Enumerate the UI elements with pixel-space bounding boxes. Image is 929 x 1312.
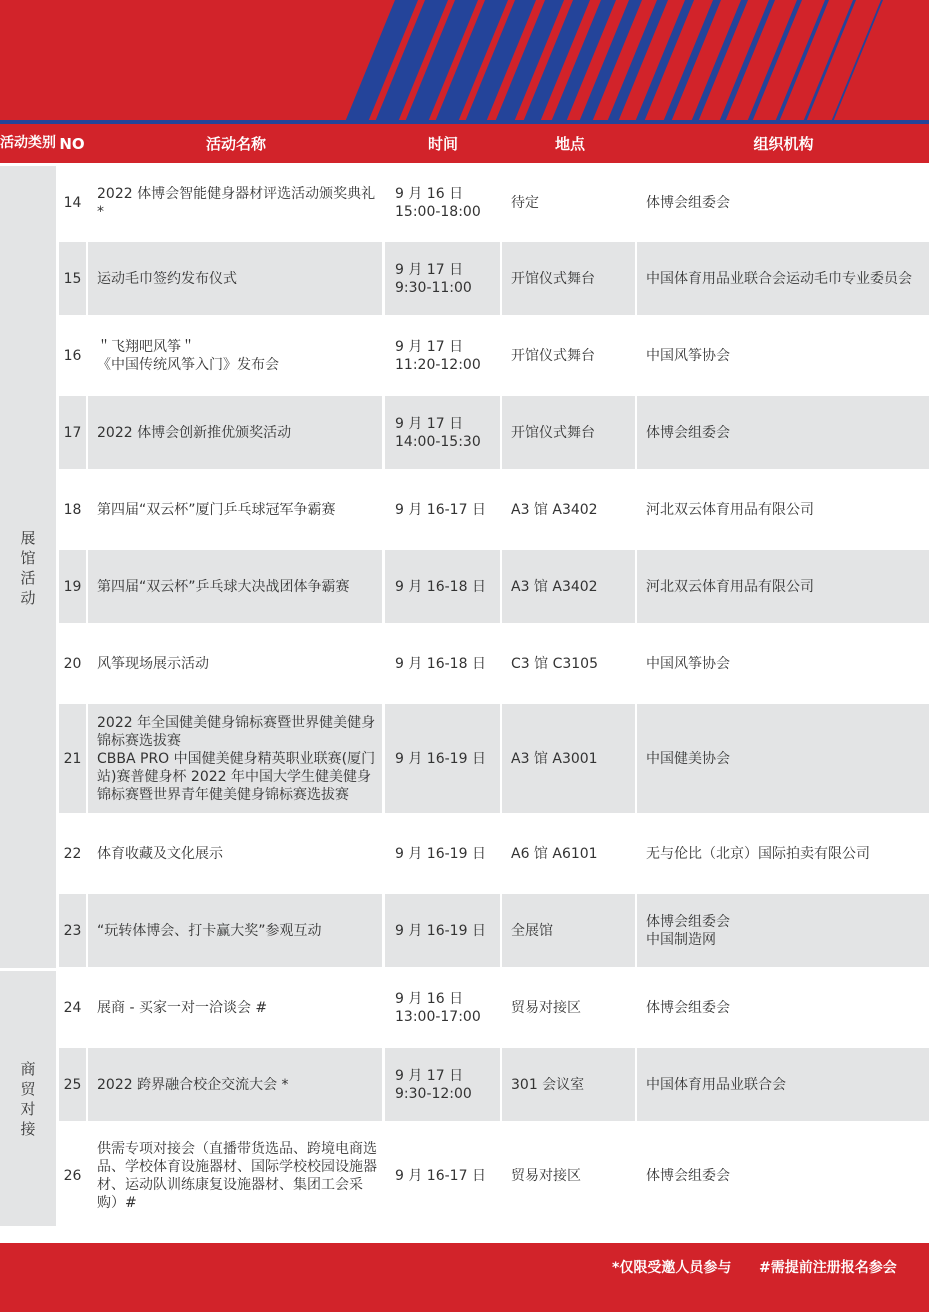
activity-org: 体博会组委会	[646, 999, 730, 1016]
row-number: 14	[63, 194, 82, 211]
activity-time: 9 月 16-19 日	[395, 922, 486, 939]
activity-name-cell	[88, 1125, 382, 1226]
activity-name-cell	[88, 396, 382, 469]
activity-place-cell	[502, 894, 635, 967]
row-number-cell	[59, 1125, 86, 1226]
row-number-cell	[59, 396, 86, 469]
activity-org-cell	[637, 1048, 929, 1121]
activity-time-cell	[385, 550, 500, 623]
activity-org: 中国健美协会	[646, 750, 730, 767]
activity-name-cell	[88, 817, 382, 890]
activity-name: 2022 体博会创新推优颁奖活动	[97, 424, 292, 441]
activity-time: 9 月 16-17 日	[395, 501, 486, 518]
activity-time: 9 月 16-17 日	[395, 1167, 486, 1184]
activity-org: 中国风筝协会	[646, 347, 730, 364]
row-number: 15	[63, 270, 82, 287]
row-number-cell	[59, 319, 86, 392]
activity-place: C3 馆 C3105	[511, 655, 598, 672]
row-number-cell	[59, 817, 86, 890]
activity-time-cell	[385, 166, 500, 239]
row-number-cell	[59, 242, 86, 315]
activity-org-cell	[637, 166, 929, 239]
activity-name: 第四届“双云杯”乒乓球大决战团体争霸赛	[97, 578, 350, 595]
activity-name-cell	[88, 319, 382, 392]
activity-name: 第四届“双云杯”厦门乒乓球冠军争霸赛	[97, 501, 336, 518]
activity-time-cell	[385, 473, 500, 546]
activity-place: 301 会议室	[511, 1076, 585, 1093]
activity-name: 2022 年全国健美健身锦标赛暨世界健美健身锦标赛选拔赛	[97, 714, 376, 749]
activity-name-cell	[88, 1048, 382, 1121]
activity-org: 中国体育用品业联合会	[646, 1076, 786, 1093]
activity-time-cell	[385, 1048, 500, 1121]
table-row	[59, 971, 929, 1044]
activity-org: 中国制造网	[646, 931, 716, 948]
activity-place-cell	[502, 550, 635, 623]
table-row	[59, 704, 929, 813]
activity-org-cell	[637, 704, 929, 813]
row-number: 19	[63, 578, 82, 595]
activity-place: 贸易对接区	[511, 999, 581, 1016]
activity-time-cell	[385, 1125, 500, 1226]
activity-time: 9 月 16 日	[395, 990, 464, 1007]
activity-org: 体博会组委会	[646, 194, 730, 211]
category-label: 商贸对接	[20, 1059, 36, 1138]
activity-name: 展商 - 买家一对一洽谈会 #	[97, 999, 268, 1016]
diagonal-stripes-graphic	[0, 0, 929, 122]
category-label: 展馆活动	[20, 528, 36, 607]
activity-name: 体育收藏及文化展示	[97, 845, 223, 862]
row-number: 22	[63, 845, 82, 862]
activity-name: 供需专项对接会（直播带货选品、跨境电商选品、学校体育设施器材、国际学校校园设施器材、运动队训练康复设施器材、集团工会采购）#	[97, 1140, 377, 1211]
header-time: 时间	[427, 135, 458, 153]
activity-time-cell	[385, 319, 500, 392]
row-number-cell	[59, 704, 86, 813]
activity-time-cell	[385, 817, 500, 890]
activity-org-cell	[637, 894, 929, 967]
activity-time-cell	[385, 242, 500, 315]
activity-time-cell	[385, 971, 500, 1044]
activity-org-cell	[637, 242, 929, 315]
row-number-cell	[59, 166, 86, 239]
activity-time: 9 月 16-19 日	[395, 750, 486, 767]
activity-time: 13:00-17:00	[395, 1008, 481, 1025]
activity-time-cell	[385, 627, 500, 700]
activity-name: “玩转体博会、打卡赢大奖”参观互动	[97, 922, 322, 939]
activity-name-cell	[88, 704, 382, 813]
table-row	[59, 894, 929, 967]
activity-time: 9 月 17 日	[395, 1067, 464, 1084]
activity-time: 9 月 16 日	[395, 185, 464, 202]
activity-time-cell	[385, 894, 500, 967]
header-name: 活动名称	[205, 135, 266, 153]
table-row	[59, 1125, 929, 1226]
activity-place-cell	[502, 166, 635, 239]
activity-org-cell	[637, 396, 929, 469]
row-number: 24	[63, 999, 82, 1016]
row-number-cell	[59, 971, 86, 1044]
activity-org-cell	[637, 473, 929, 546]
activity-time: 9 月 17 日	[395, 338, 464, 355]
activity-place: 贸易对接区	[511, 1167, 581, 1184]
table-row	[59, 473, 929, 546]
row-number: 16	[63, 347, 82, 364]
activity-place-cell	[502, 1125, 635, 1226]
activity-name: 运动毛巾签约发布仪式	[97, 270, 237, 287]
activity-name-cell	[88, 242, 382, 315]
activity-time-cell	[385, 704, 500, 813]
table-row	[59, 166, 929, 239]
activity-time: 9 月 16-18 日	[395, 655, 486, 672]
activity-name: 2022 体博会智能健身器材评选活动颁奖典礼 *	[97, 185, 376, 220]
activity-org: 体博会组委会	[646, 1167, 730, 1184]
activity-name-cell	[88, 627, 382, 700]
activity-time: 15:00-18:00	[395, 203, 481, 220]
activity-place-cell	[502, 704, 635, 813]
activity-org: 河北双云体育用品有限公司	[646, 578, 814, 595]
activity-place: A6 馆 A6101	[511, 845, 598, 862]
category-trade	[0, 971, 56, 1226]
header-org: 组织机构	[753, 135, 814, 153]
footer-note-invite: *仅限受邀人员参与	[612, 1260, 732, 1276]
activity-name-cell	[88, 894, 382, 967]
row-number-cell	[59, 473, 86, 546]
activity-name: 《中国传统风筝入门》发布会	[97, 356, 279, 373]
activity-name: CBBA PRO 中国健美健身精英职业联赛(厦门站)赛普健身杯 2022 年中国大学生健美健身锦标赛暨世界青年健美健身锦标赛选拔赛	[97, 750, 376, 803]
activity-place-cell	[502, 1048, 635, 1121]
activity-time: 11:20-12:00	[395, 356, 481, 373]
activity-name-cell	[88, 550, 382, 623]
table-row	[59, 1048, 929, 1121]
header-category: 活动类别	[0, 135, 56, 151]
table-row	[59, 319, 929, 392]
activity-time: 9 月 17 日	[395, 415, 464, 432]
activity-name-cell	[88, 166, 382, 239]
activity-time: 9:30-11:00	[395, 279, 472, 296]
activity-place: 全展馆	[511, 922, 553, 939]
activity-name: ＂飞翔吧风筝＂	[97, 338, 195, 355]
activity-org-cell	[637, 817, 929, 890]
activity-place: 待定	[511, 194, 539, 211]
header-place: 地点	[554, 135, 585, 153]
table-row	[59, 627, 929, 700]
activity-place-cell	[502, 319, 635, 392]
activity-org: 无与伦比（北京）国际拍卖有限公司	[646, 845, 870, 862]
activity-org: 中国体育用品业联合会运动毛巾专业委员会	[646, 270, 912, 287]
activity-place-cell	[502, 971, 635, 1044]
row-number-cell	[59, 627, 86, 700]
row-number: 18	[63, 501, 82, 518]
activity-place-cell	[502, 396, 635, 469]
row-number: 25	[63, 1076, 82, 1093]
activity-org-cell	[637, 550, 929, 623]
table-header	[0, 124, 929, 163]
activity-place: A3 馆 A3402	[511, 578, 598, 595]
activity-place: 开馆仪式舞台	[511, 270, 595, 287]
row-number: 17	[63, 424, 82, 441]
activity-place-cell	[502, 817, 635, 890]
activity-org: 体博会组委会	[646, 913, 730, 930]
activity-org-cell	[637, 627, 929, 700]
activity-place: 开馆仪式舞台	[511, 424, 595, 441]
row-number-cell	[59, 1048, 86, 1121]
activity-org: 中国风筝协会	[646, 655, 730, 672]
activity-org-cell	[637, 971, 929, 1044]
top-banner	[0, 0, 929, 122]
row-number: 21	[63, 750, 82, 767]
table-row	[59, 242, 929, 315]
activity-place: A3 馆 A3001	[511, 750, 598, 767]
category-exhibition	[0, 166, 56, 969]
row-number: 26	[63, 1167, 82, 1184]
table-row	[59, 396, 929, 469]
table-row	[59, 817, 929, 890]
activity-name-cell	[88, 971, 382, 1044]
activity-org-cell	[637, 319, 929, 392]
row-number: 20	[63, 655, 82, 672]
table-row	[59, 550, 929, 623]
activity-place: A3 馆 A3402	[511, 501, 598, 518]
activity-org: 河北双云体育用品有限公司	[646, 501, 814, 518]
activity-time: 9 月 16-18 日	[395, 578, 486, 595]
activity-time: 9 月 17 日	[395, 261, 464, 278]
activity-place: 开馆仪式舞台	[511, 347, 595, 364]
activity-time: 9 月 16-19 日	[395, 845, 486, 862]
activity-place-cell	[502, 242, 635, 315]
header-no: NO	[59, 134, 85, 153]
row-number-cell	[59, 550, 86, 623]
activity-time: 9:30-12:00	[395, 1085, 472, 1102]
activity-name: 风筝现场展示活动	[97, 655, 209, 672]
category-divider	[0, 968, 56, 970]
activity-name-cell	[88, 473, 382, 546]
row-number-cell	[59, 894, 86, 967]
footer-bar	[0, 1243, 929, 1312]
footer-note-register: #需提前注册报名参会	[759, 1260, 897, 1276]
activity-org: 体博会组委会	[646, 424, 730, 441]
row-number: 23	[63, 922, 82, 939]
activity-place-cell	[502, 473, 635, 546]
activity-name: 2022 跨界融合校企交流大会 *	[97, 1076, 289, 1093]
activity-org-cell	[637, 1125, 929, 1226]
activity-time: 14:00-15:30	[395, 433, 481, 450]
activity-place-cell	[502, 627, 635, 700]
activity-time-cell	[385, 396, 500, 469]
